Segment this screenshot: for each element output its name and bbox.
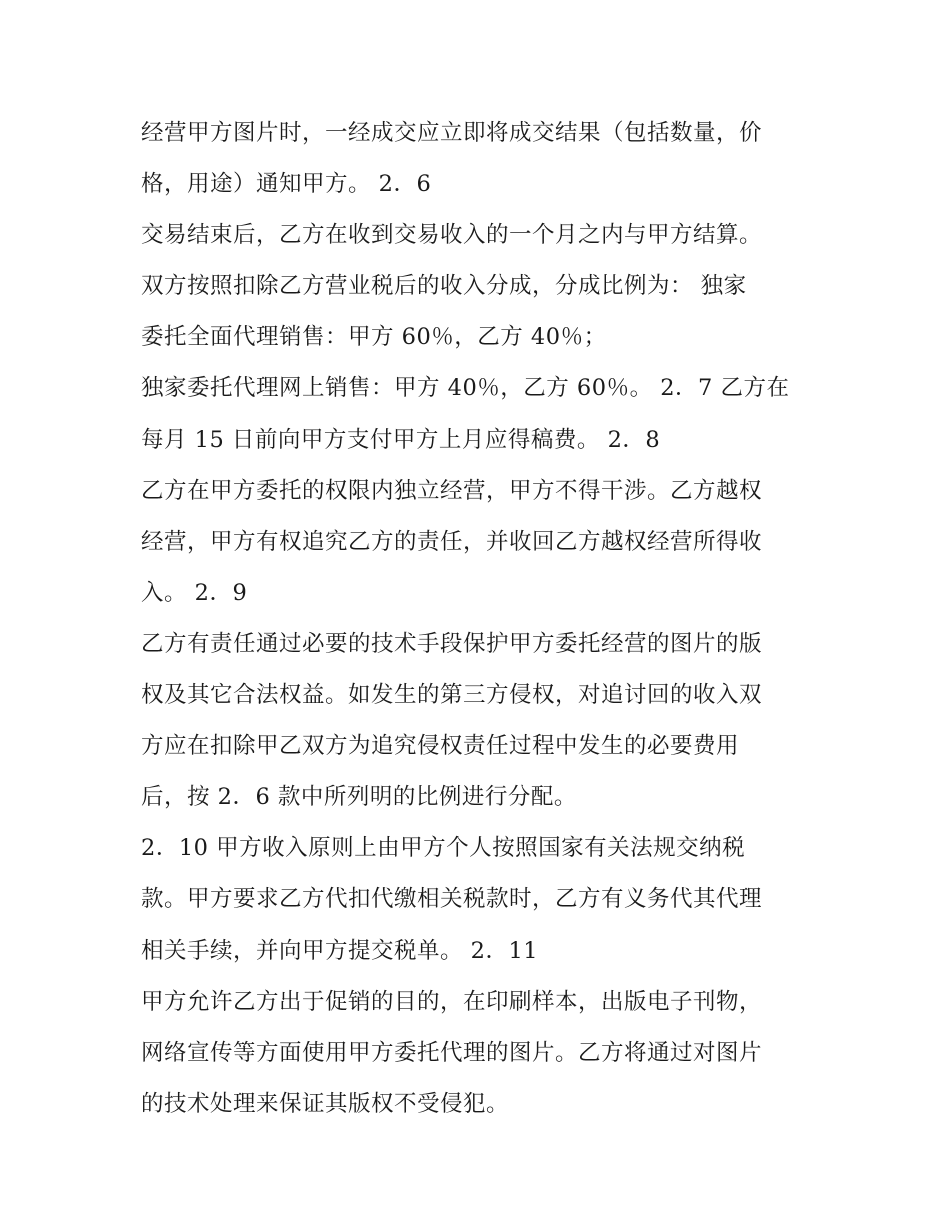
text-line: 乙方在甲方委托的权限内独立经营，甲方不得干涉。乙方越权 [141,477,763,504]
text-line: 网络宣传等方面使用甲方委托代理的图片。乙方将通过对图片 [141,1039,763,1066]
text-line: 甲方允许乙方出于促销的目的，在印刷样本，出版电子刊物， [141,988,763,1015]
text-line: 独家委托代理网上销售：甲方 40％，乙方 60％。 2．7 乙方在 [141,375,790,402]
document-body [141,108,821,1130]
text-line: 每月 15 日前向甲方支付甲方上月应得稿费。 2．8 [141,426,661,453]
text-line: 相关手续，并向甲方提交税单。 2．11 [141,937,539,964]
text-line: 2．10 甲方收入原则上由甲方个人按照国家有关法规交纳税 [141,835,746,862]
text-line: 格，用途）通知甲方。 2．6 [141,171,432,198]
text-line: 经营甲方图片时，一经成交应立即将成交结果（包括数量，价 [141,120,763,146]
text-line: 乙方有责任通过必要的技术手段保护甲方委托经营的图片的版 [141,630,763,657]
text-line: 的技术处理来保证其版权不受侵犯。 [141,1090,510,1117]
text-line: 入。 2．9 [141,579,248,606]
text-line: 方应在扣除甲乙双方为追究侵权责任过程中发生的必要费用 [141,733,740,760]
text-line: 权及其它合法权益。如发生的第三方侵权，对追讨回的收入双 [141,682,763,709]
text-line: 经营，甲方有权追究乙方的责任，并收回乙方越权经营所得收 [141,528,763,555]
text-line: 后，按 2．6 款中所列明的比例进行分配。 [141,784,577,811]
text-line: 交易结束后，乙方在收到交易收入的一个月之内与甲方结算。 [141,222,763,249]
text-line: 双方按照扣除乙方营业税后的收入分成，分成比例为： 独家 [141,273,747,300]
text-line: 款。甲方要求乙方代扣代缴相关税款时，乙方有义务代其代理 [141,886,763,913]
text-line: 委托全面代理销售：甲方 60％，乙方 40％； [141,324,607,351]
